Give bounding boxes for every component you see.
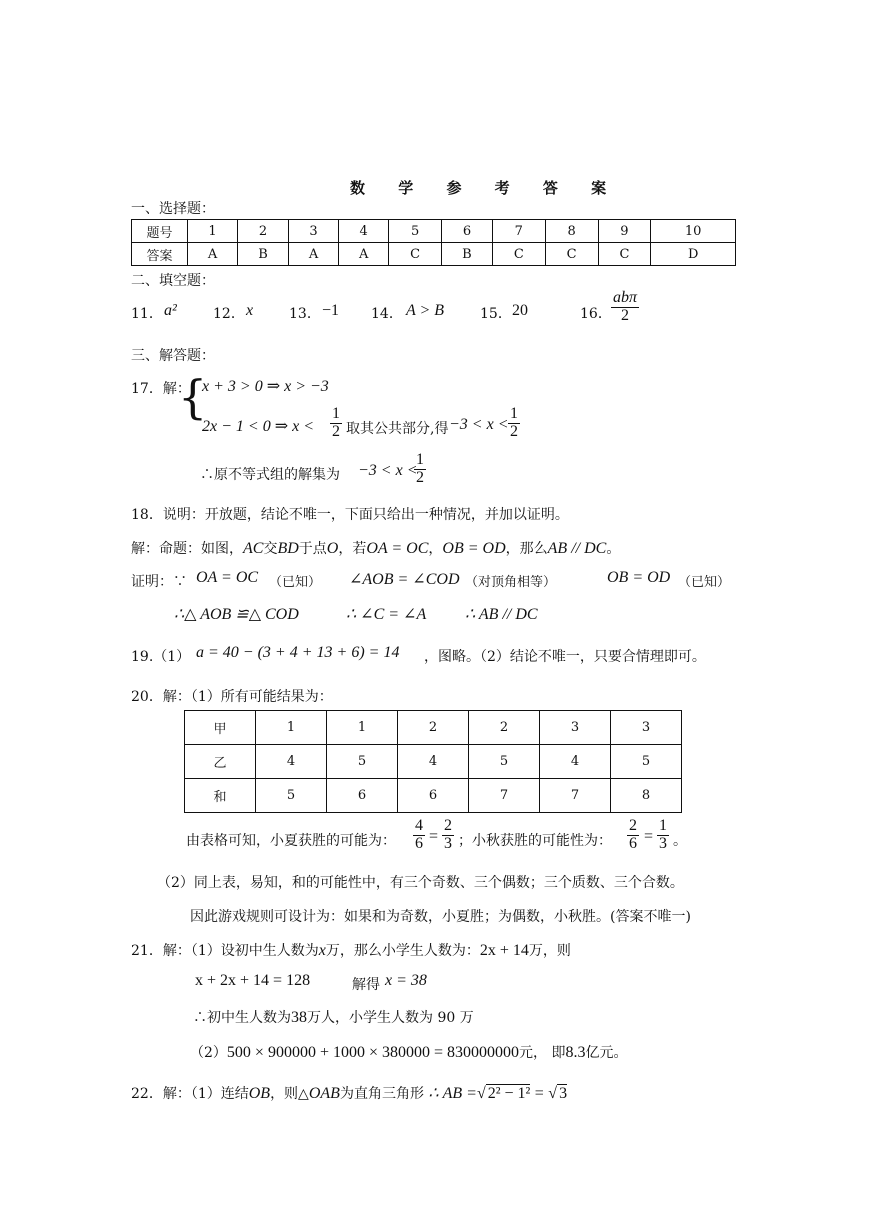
text: 元， 即 (519, 1045, 566, 1061)
q17-conclusion-text: ∴原不等式组的解集为 (200, 467, 340, 483)
q19-remark: ，图略。（2）结论不唯一，只要合情理即可。 (424, 649, 706, 665)
table-cell: C (492, 243, 545, 266)
q18-proof-note-3: （已知） (678, 575, 731, 590)
q17-label: 17．解： (131, 381, 191, 397)
math: OA = OC (366, 540, 429, 557)
table-cell: 题号 (132, 220, 188, 243)
table-cell: C (545, 243, 598, 266)
fraction-numerator: 1 (659, 817, 667, 834)
text: ∴初中生人数为 (193, 1010, 291, 1026)
q21-line-1 (131, 940, 571, 960)
table-cell: C (389, 243, 442, 266)
math: 38 (291, 1009, 307, 1026)
text: 万，则 (528, 943, 571, 959)
section-heading-choice: 一、选择题： (131, 201, 215, 217)
table-cell: B (442, 243, 493, 266)
page-title: 数 学 参 考 答 案 (350, 179, 621, 197)
table-cell: 7 (492, 220, 545, 243)
q20-part-2: （2）同上表，易知，和的可能性中，有三个奇数、三个偶数；三个质数、三个合数。 (157, 875, 684, 891)
outcome-table (184, 710, 682, 813)
fraction-denominator: 6 (629, 834, 637, 852)
fill-q14-answer: A > B (406, 302, 445, 319)
q20-label: 20．解：（1）所有可能结果为： (131, 689, 333, 705)
q20-summary-1: 由表格可知，小夏获胜的可能为： (186, 833, 396, 849)
math: ∴ AB = (428, 1085, 477, 1102)
fraction-denominator: 3 (659, 834, 667, 852)
math: OAB (308, 1085, 340, 1102)
math: OB (248, 1085, 271, 1102)
fill-q16-number: 16． (580, 306, 612, 322)
table-cell: 5 (327, 745, 398, 779)
fill-q11-answer: a² (164, 302, 177, 319)
q20-fraction-2-6 (627, 818, 639, 853)
equals-sign: = (644, 828, 654, 845)
math: AB // DC (547, 540, 607, 557)
q20-summary-2: ；小秋获胜的可能性为： (458, 833, 612, 849)
text: 21．解：（1）设初中生人数为 (131, 943, 319, 959)
q17-result-inline: −3 < x < (449, 416, 509, 433)
table-cell: 乙 (185, 745, 256, 779)
table-cell: 4 (256, 745, 327, 779)
table-cell: 甲 (185, 711, 256, 745)
q18-conclusion-2: ∴ ∠C = ∠A (346, 606, 427, 623)
q18-conclusion-1: ∴△ AOB ≌△ COD (174, 606, 299, 623)
q21-solution: x = 38 (385, 972, 427, 989)
q18-proposition (131, 538, 620, 558)
table-cell: 8 (611, 779, 682, 813)
q18-proof-step-2: ∠AOB = ∠COD (349, 571, 460, 588)
text: 万人，小学生人数为 90 万 (307, 1010, 474, 1026)
fill-q15-number: 15． (480, 306, 512, 322)
table-cell: 5 (256, 779, 327, 813)
table-cell: 7 (469, 779, 540, 813)
table-row (132, 243, 736, 266)
table-cell: 4 (398, 745, 469, 779)
fraction-denominator: 6 (415, 834, 423, 852)
text: ， (428, 541, 443, 557)
table-cell: 9 (598, 220, 651, 243)
text: 为直角三角形 (339, 1086, 424, 1102)
fill-q14-number: 14． (371, 306, 403, 322)
q17-conclusion-math: −3 < x < (358, 462, 418, 479)
fill-q12-number: 12． (213, 306, 245, 322)
math: 500 × 900000 + 1000 × 380000 = 830000000 (226, 1044, 520, 1061)
fraction-numerator: 2 (629, 817, 637, 834)
table-cell: 10 (651, 220, 736, 243)
table-cell: D (651, 243, 736, 266)
table-cell: 3 (611, 711, 682, 745)
table-cell: 1 (256, 711, 327, 745)
table-cell: A (339, 243, 389, 266)
fraction-numerator: 2 (444, 817, 452, 834)
table-row (185, 745, 682, 779)
table-cell: A (289, 243, 339, 266)
table-cell: 6 (327, 779, 398, 813)
math: 3 (559, 1085, 568, 1102)
equals-sign: = (429, 828, 439, 845)
fraction-numerator: 1 (332, 405, 340, 422)
table-cell: A (188, 243, 238, 266)
table-cell: 2 (238, 220, 289, 243)
left-brace: { (178, 370, 208, 424)
table-cell: 5 (469, 745, 540, 779)
q20-fraction-2-3 (442, 818, 454, 853)
table-cell: 4 (339, 220, 389, 243)
fraction-numerator: abπ (613, 289, 638, 306)
q20-summary-end: 。 (673, 833, 687, 849)
fill-q11-number: 11． (131, 306, 163, 322)
fraction-denominator: 2 (332, 422, 340, 440)
fill-q16-fraction (611, 290, 639, 325)
table-cell: 1 (327, 711, 398, 745)
table-row (185, 779, 682, 813)
fill-q13-number: 13． (289, 306, 321, 322)
fraction-denominator: 2 (621, 306, 629, 324)
text: ，那么 (505, 541, 548, 557)
section-heading-solutions: 三、解答题： (131, 348, 215, 364)
fraction-numerator: 1 (416, 451, 424, 468)
q19-equation: a = 40 − (3 + 4 + 13 + 6) = 14 (196, 644, 400, 661)
q22-line (131, 1083, 567, 1103)
table-cell: 2 (398, 711, 469, 745)
math: 2² − 1² (487, 1085, 531, 1102)
fraction-denominator: 2 (416, 468, 424, 486)
table-cell: 和 (185, 779, 256, 813)
sqrt-sign: √ (476, 1085, 486, 1102)
q18-conclusion-3: ∴ AB // DC (465, 606, 538, 623)
fill-q15-answer: 20 (512, 302, 528, 319)
text: 交 (263, 541, 278, 557)
table-cell: 7 (540, 779, 611, 813)
table-cell: 4 (540, 745, 611, 779)
math: 8.3 (565, 1044, 586, 1061)
table-cell: B (238, 243, 289, 266)
fraction-denominator: 2 (510, 422, 518, 440)
text: 于点 (298, 541, 327, 557)
table-cell: 5 (611, 745, 682, 779)
q18-proof-note-2: （对顶角相等） (465, 575, 557, 590)
table-cell: 答案 (132, 243, 188, 266)
q17-fraction-2 (508, 406, 520, 441)
q17-fraction-3 (414, 452, 426, 487)
q18-proof-label: 证明：∵ (131, 574, 187, 590)
text: （2） (190, 1045, 227, 1061)
text: ，若 (338, 541, 367, 557)
math: 2x + 14 (479, 942, 529, 959)
text: 22．解：（1）连结 (131, 1086, 249, 1102)
math: BD (277, 540, 299, 557)
sqrt-sign: √ (548, 1085, 558, 1102)
q17-inequality-1: x + 3 > 0 ⇒ x > −3 (202, 378, 329, 395)
choice-answer-table (131, 219, 736, 266)
text: 。 (606, 541, 621, 557)
q21-equation: x + 2x + 14 = 128 (195, 972, 311, 989)
q21-part-2 (190, 1042, 627, 1062)
fraction-denominator: 3 (444, 834, 452, 852)
table-cell: C (598, 243, 651, 266)
q19-label: 19.（1） (131, 649, 191, 665)
q20-fraction-1-3 (657, 818, 669, 853)
fraction-numerator: 1 (510, 405, 518, 422)
table-cell: 6 (398, 779, 469, 813)
math: AC (243, 540, 264, 557)
table-cell: 5 (389, 220, 442, 243)
math: x (318, 942, 326, 959)
q18-proof-step-3: OB = OD (607, 569, 671, 586)
table-row (132, 220, 736, 243)
text: 亿元。 (585, 1045, 628, 1061)
q20-fraction-4-6 (413, 818, 425, 853)
section-heading-fill: 二、填空题： (131, 273, 215, 289)
math: O (326, 540, 339, 557)
text: 万，那么小学生人数为： (325, 943, 480, 959)
q17-common-part-text: 取其公共部分,得 (346, 421, 449, 437)
fill-q13-answer: −1 (322, 302, 340, 319)
fraction-numerator: 4 (415, 817, 423, 834)
table-cell: 3 (289, 220, 339, 243)
q18-proof-note-1: （已知） (269, 575, 322, 590)
q20-rule: 因此游戏规则可设计为：如果和为奇数，小夏胜；为偶数，小秋胜。(答案不唯一) (190, 909, 691, 925)
table-cell: 6 (442, 220, 493, 243)
math: OB = OD (442, 540, 506, 557)
q18-statement: 18．说明：开放题，结论不唯一，下面只给出一种情况，并加以证明。 (131, 507, 569, 523)
table-cell: 2 (469, 711, 540, 745)
table-cell: 8 (545, 220, 598, 243)
q21-result (193, 1007, 474, 1027)
q17-fraction-1 (330, 406, 342, 441)
fill-q12-answer: x (246, 302, 254, 319)
q21-solve-text: 解得 (352, 977, 380, 993)
table-cell: 3 (540, 711, 611, 745)
text: ，则△ (270, 1086, 309, 1102)
q18-proof-step-1: OA = OC (196, 569, 259, 586)
q17-inequality-2: 2x − 1 < 0 ⇒ x < (202, 418, 314, 435)
table-row (185, 711, 682, 745)
table-cell: 1 (188, 220, 238, 243)
text: 解：命题：如图， (131, 541, 243, 557)
math: = (534, 1085, 544, 1102)
